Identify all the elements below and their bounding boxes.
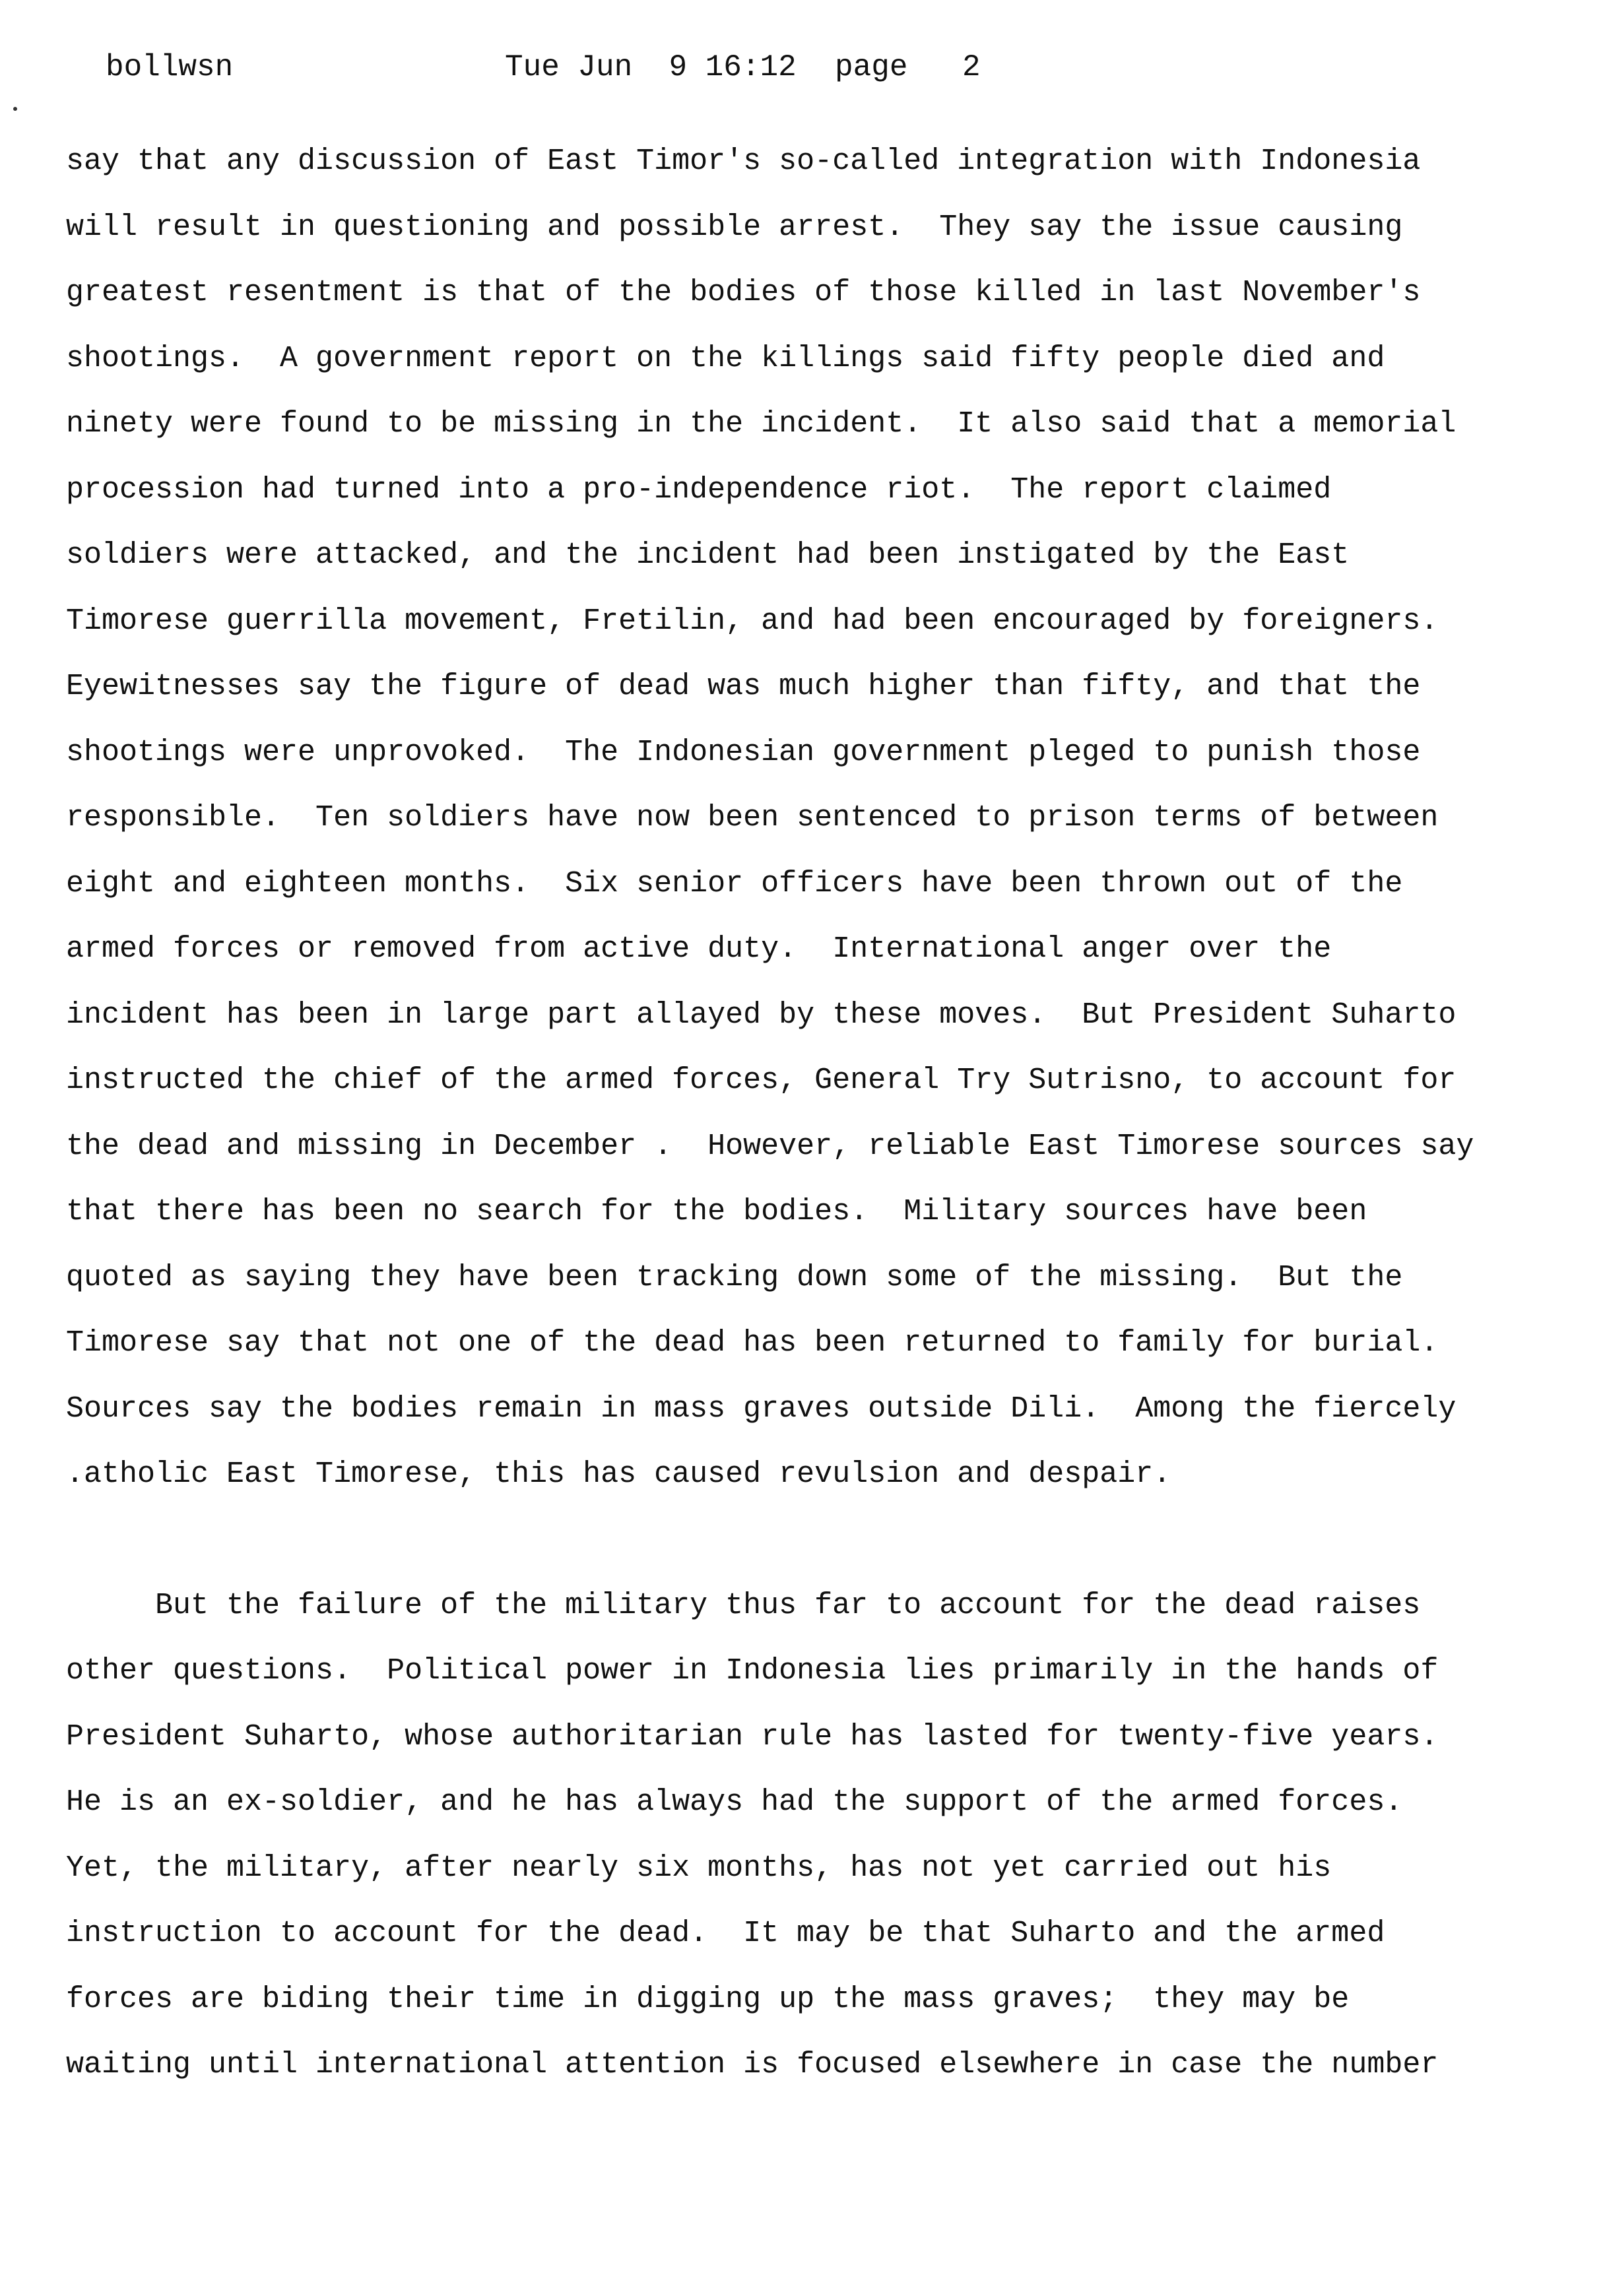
paragraph-spacer [66, 1517, 1544, 1583]
text-line: eight and eighteen months. Six senior officers have been thrown out of the [66, 866, 1403, 901]
paragraph-1 [66, 139, 1544, 1517]
text-line: greatest resentment is that of the bodies of those killed in last November's [66, 276, 1421, 309]
text-line: Eyewitnesses say the figure of dead was much higher than fifty, and that the [66, 670, 1421, 703]
text-line: say that any discussion of East Timor's so-called integration with Indonesia [66, 144, 1421, 178]
text-line: other questions. Political power in Indonesia lies primarily in the hands of [66, 1654, 1439, 1688]
header-page-label: page [835, 50, 908, 84]
text-line: But the failure of the military thus far to account for the dead raises [155, 1588, 1421, 1622]
text-line: shootings. A government report on the killings said fifty people died and [66, 341, 1385, 375]
document-body [66, 139, 1544, 2108]
stray-mark [13, 107, 17, 111]
text-line: procession had turned into a pro-independence riot. The report claimed [66, 472, 1332, 507]
text-line: shootings were unprovoked. The Indonesian government pleged to punish those [66, 735, 1421, 769]
header-page-number: 2 [962, 50, 981, 84]
text-line: .atholic East Timorese, this has caused revulsion and despair. [66, 1457, 1171, 1491]
text-line: quoted as saying they have been tracking down some of the missing. But the [66, 1260, 1403, 1294]
text-line: He is an ex-soldier, and he has always had the support of the armed forces. [66, 1785, 1403, 1819]
paragraph-2 [66, 1583, 1544, 2108]
text-line: Timorese say that not one of the dead has been returned to family for burial. [66, 1326, 1439, 1360]
text-line: instructed the chief of the armed forces, General Try Sutrisno, to account for [66, 1064, 1457, 1097]
text-line: forces are biding their time in digging up the mass graves; they may be [66, 1982, 1350, 2016]
text-line: Timorese guerrilla movement, Fretilin, and had been encouraged by foreigners. [66, 604, 1439, 638]
text-line: Yet, the military, after nearly six months, has not yet carried out his [66, 1851, 1332, 1885]
text-line: that there has been no search for the bodies. Military sources have been [66, 1195, 1367, 1228]
text-line: waiting until international attention is focused elsewhere in case the number [66, 2048, 1439, 2082]
text-line: responsible. Ten soldiers have now been sentenced to prison terms of between [66, 801, 1439, 835]
text-line: will result in questioning and possible arrest. They say the issue causing [66, 210, 1403, 244]
header-filename: bollwsn [106, 50, 234, 84]
text-line: armed forces or removed from active duty. International anger over the [66, 932, 1332, 966]
text-line: President Suharto, whose authoritarian rule has lasted for twenty-five years. [66, 1719, 1439, 1754]
header-date: Tue Jun 9 16:12 [505, 50, 797, 84]
text-line: ninety were found to be missing in the incident. It also said that a memorial [66, 407, 1457, 441]
page-header [0, 48, 1605, 87]
text-line: instruction to account for the dead. It may be that Suharto and the armed [66, 1917, 1385, 1950]
text-line: Sources say the bodies remain in mass graves outside Dili. Among the fiercely [66, 1391, 1457, 1426]
text-line: incident has been in large part allayed by these moves. But President Suharto [66, 998, 1457, 1032]
text-line: the dead and missing in December . However, reliable East Timorese sources say [66, 1129, 1474, 1163]
text-line: soldiers were attacked, and the incident had been instigated by the East [66, 538, 1350, 572]
